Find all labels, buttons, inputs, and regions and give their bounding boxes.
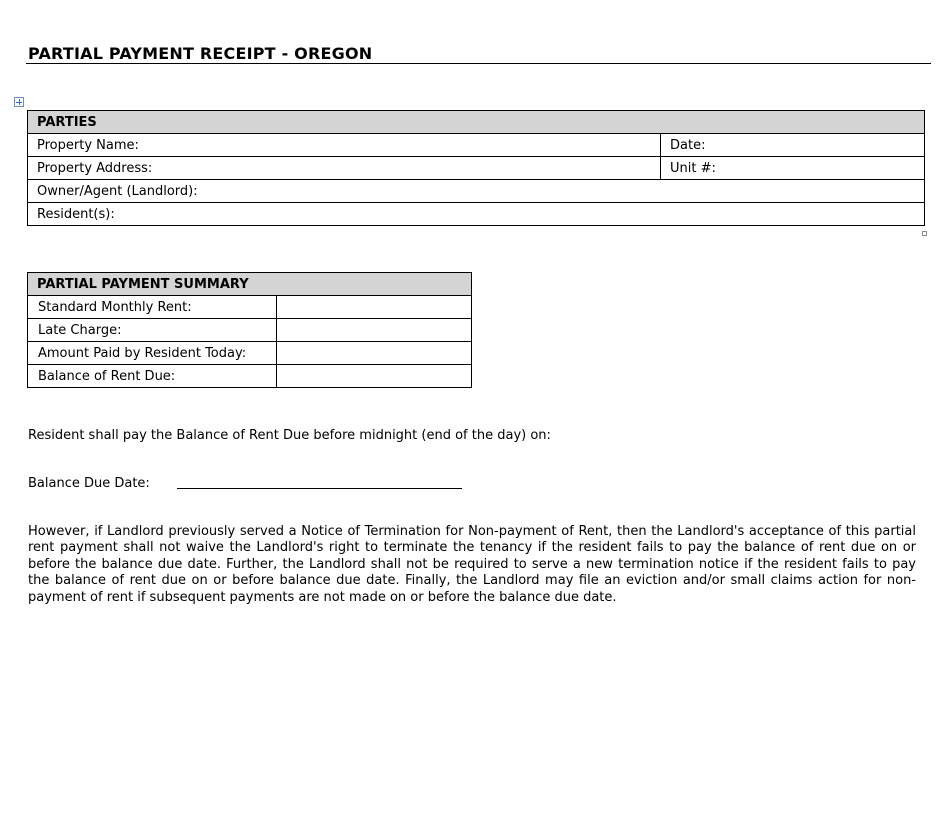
parties-table — [27, 110, 925, 226]
balance-of-rent-due-label: Balance of Rent Due: — [28, 365, 277, 388]
payment-statement: Resident shall pay the Balance of Rent Due before midnight (end of the day) on: — [28, 428, 551, 443]
parties-header: PARTIES — [28, 111, 925, 134]
summary-header: PARTIAL PAYMENT SUMMARY — [28, 273, 472, 296]
residents-field[interactable]: Resident(s): — [28, 203, 925, 226]
unit-field[interactable]: Unit #: — [661, 157, 925, 180]
termination-notice-paragraph: However, if Landlord previously served a Notice of Termination for Non-payment of Rent, then the Landlord's acceptance of this partial rent payment shall not waive the Landlord's right to terminate the tenancy if the resident fails to pay the balance of rent due on or before the balance due date. Further, the Landlord shall not be required to serve a new termination notice if the resident fails to pay the balance of rent due on or before balance due date. Finally, the Landlord may file an eviction and/or small claims action for non-payment of rent if subsequent payments are not made on or before the balance due date. — [28, 524, 916, 605]
payment-summary-table — [27, 272, 472, 388]
table-resize-handle[interactable] — [922, 231, 927, 236]
table-row — [28, 365, 472, 388]
late-charge-value[interactable] — [277, 319, 472, 342]
late-charge-label: Late Charge: — [28, 319, 277, 342]
table-move-handle-icon[interactable] — [14, 97, 24, 107]
balance-of-rent-due-value[interactable] — [277, 365, 472, 388]
standard-monthly-rent-value[interactable] — [277, 296, 472, 319]
property-name-field[interactable]: Property Name: — [28, 134, 661, 157]
balance-due-date-label: Balance Due Date: — [28, 476, 150, 491]
table-row — [28, 342, 472, 365]
standard-monthly-rent-label: Standard Monthly Rent: — [28, 296, 277, 319]
balance-due-date-line[interactable] — [177, 488, 462, 489]
amount-paid-value[interactable] — [277, 342, 472, 365]
table-row — [28, 296, 472, 319]
amount-paid-label: Amount Paid by Resident Today: — [28, 342, 277, 365]
table-row — [28, 319, 472, 342]
property-address-field[interactable]: Property Address: — [28, 157, 661, 180]
document-title: PARTIAL PAYMENT RECEIPT - OREGON — [28, 44, 373, 63]
date-field[interactable]: Date: — [661, 134, 925, 157]
title-underline — [26, 63, 931, 64]
owner-agent-field[interactable]: Owner/Agent (Landlord): — [28, 180, 925, 203]
